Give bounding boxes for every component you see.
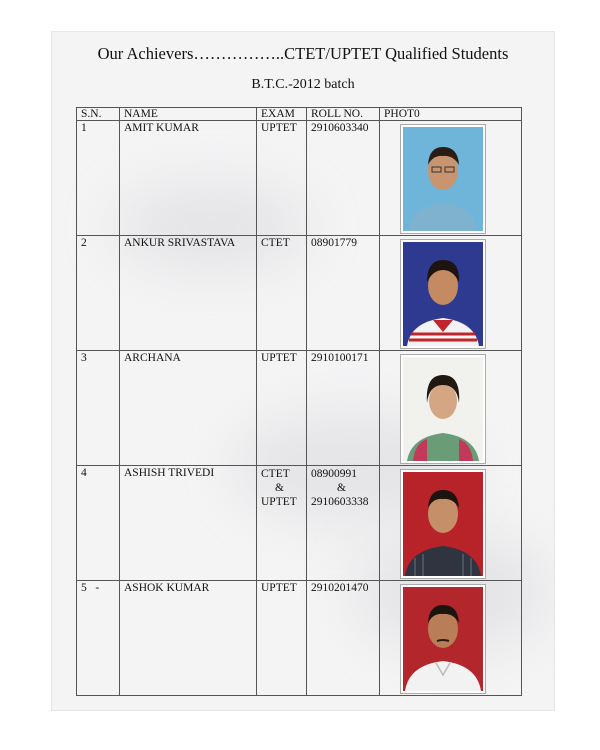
cell-roll: 08901779: [307, 236, 380, 351]
header-roll: ROLL NO.: [307, 108, 380, 121]
student-photo: [400, 354, 486, 464]
person-photo-icon: [403, 357, 483, 461]
cell-roll: 2910603340: [307, 121, 380, 236]
cell-sn: 2: [77, 236, 120, 351]
table-header-row: [77, 108, 522, 121]
student-photo: [400, 469, 486, 579]
table-row: [77, 581, 522, 696]
cell-roll: [307, 466, 380, 581]
person-photo-icon: [403, 242, 483, 346]
cell-roll: 2910100171: [307, 351, 380, 466]
exam-line: CTET: [261, 468, 290, 480]
page-subtitle: B.T.C.-2012 batch: [251, 77, 355, 92]
student-photo: [400, 584, 486, 694]
cell-sn: 5 -: [77, 581, 120, 696]
cell-photo: [380, 121, 522, 236]
table-row: [77, 236, 522, 351]
table-row: [77, 351, 522, 466]
header-sn: S.N.: [77, 108, 120, 121]
table-row: [77, 466, 522, 581]
scanned-page: [52, 32, 554, 710]
cell-photo: [380, 581, 522, 696]
page-title: Our Achievers……………..CTET/UPTET Qualified Students: [97, 44, 509, 63]
header-name: NAME: [120, 108, 257, 121]
cell-name: ARCHANA: [120, 351, 257, 466]
cell-exam: CTET: [257, 236, 307, 351]
exam-line: &: [275, 482, 284, 494]
exam-line: UPTET: [261, 496, 297, 508]
cell-exam: UPTET: [257, 581, 307, 696]
cell-exam: UPTET: [257, 351, 307, 466]
cell-photo: [380, 236, 522, 351]
person-photo-icon: [403, 472, 483, 576]
header-photo: PHOT0: [380, 108, 522, 121]
person-photo-icon: [403, 127, 483, 231]
cell-name: AMIT KUMAR: [120, 121, 257, 236]
cell-name: ANKUR SRIVASTAVA: [120, 236, 257, 351]
cell-sn: 4: [77, 466, 120, 581]
cell-exam: UPTET: [257, 121, 307, 236]
cell-sn: 1: [77, 121, 120, 236]
cell-exam: [257, 466, 307, 581]
roll-line: 2910603338: [311, 496, 369, 508]
person-photo-icon: [403, 587, 483, 691]
roll-line: 08900991: [311, 468, 357, 480]
cell-sn: 3: [77, 351, 120, 466]
student-photo: [400, 124, 486, 234]
student-photo: [400, 239, 486, 349]
header-exam: EXAM: [257, 108, 307, 121]
cell-photo: [380, 466, 522, 581]
cell-name: ASHISH TRIVEDI: [120, 466, 257, 581]
cell-roll: 2910201470: [307, 581, 380, 696]
achievers-table: [76, 107, 522, 696]
cell-photo: [380, 351, 522, 466]
roll-line: &: [337, 482, 346, 494]
table-row: [77, 121, 522, 236]
cell-name: ASHOK KUMAR: [120, 581, 257, 696]
